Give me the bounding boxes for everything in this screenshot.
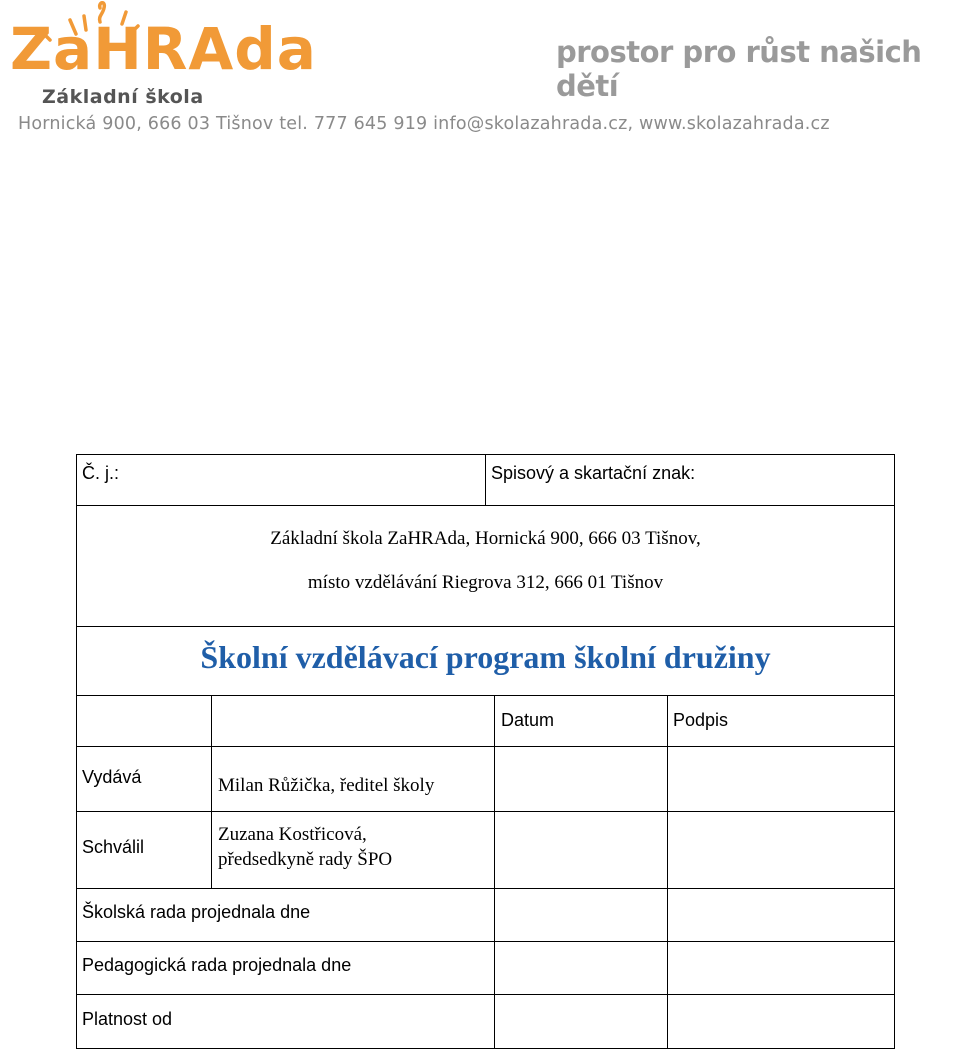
- issued-by-label: Vydává: [82, 767, 142, 787]
- school-board-date-cell: [494, 888, 668, 942]
- logo-wordmark: ZaHRAda: [10, 15, 317, 83]
- approved-by-signature-cell: [667, 811, 895, 889]
- header-empty-cell-1: [76, 695, 212, 747]
- letterhead: [0, 0, 960, 145]
- valid-from-label: Platnost od: [82, 1009, 173, 1029]
- ref-number-cell: [76, 454, 486, 506]
- valid-from-label-cell: [76, 994, 495, 1049]
- approved-by-value-cell: [211, 811, 495, 889]
- issued-by-label-cell: [76, 746, 212, 812]
- school-address-line1: Základní škola ZaHRAda, Hornická 900, 666 03 Tišnov,: [270, 528, 701, 549]
- pedagogical-board-date-cell: [494, 941, 668, 995]
- approved-by-label: Schválil: [82, 837, 145, 857]
- title-cell: [76, 626, 895, 696]
- slogan: prostor pro růst našich dětí: [556, 35, 922, 103]
- date-header-cell: [494, 695, 668, 747]
- issued-by-value: Milan Růžička, ředitel školy: [218, 775, 435, 796]
- school-info-cell: [76, 505, 895, 627]
- date-header: Datum: [501, 710, 555, 730]
- logo-subtitle: Základní škola: [42, 86, 204, 108]
- approved-by-label-cell: [76, 811, 212, 889]
- signature-header-cell: [667, 695, 895, 747]
- valid-from-date-cell: [494, 994, 668, 1049]
- school-address-line2: místo vzdělávání Riegrova 312, 666 01 Tišnov: [307, 572, 664, 593]
- approved-by-value-line2: předsedkyně rady ŠPO: [218, 849, 393, 870]
- issued-by-date-cell: [494, 746, 668, 812]
- approved-by-value-line1: Zuzana Kostřicová,: [218, 824, 367, 845]
- school-board-signature-cell: [667, 888, 895, 942]
- file-mark-cell: [485, 454, 895, 506]
- file-mark-label: Spisový a skartační znak:: [491, 463, 696, 483]
- address-line: Hornická 900, 666 03 Tišnov tel. 777 645 919 info@skolazahrada.cz, www.skolazahrada.cz: [18, 114, 830, 134]
- signature-header: Podpis: [673, 710, 729, 730]
- pedagogical-board-signature-cell: [667, 941, 895, 995]
- ref-number-label: Č. j.:: [82, 463, 120, 483]
- approved-by-date-cell: [494, 811, 668, 889]
- pedagogical-board-label: Pedagogická rada projednala dne: [82, 955, 352, 975]
- school-board-label: Školská rada projednala dne: [82, 902, 311, 922]
- pedagogical-board-label-cell: [76, 941, 495, 995]
- document-title: Školní vzdělávací program školní družiny: [200, 639, 771, 675]
- issued-by-value-cell: [211, 746, 495, 812]
- issued-by-signature-cell: [667, 746, 895, 812]
- school-board-label-cell: [76, 888, 495, 942]
- header-empty-cell-2: [211, 695, 495, 747]
- valid-from-signature-cell: [667, 994, 895, 1049]
